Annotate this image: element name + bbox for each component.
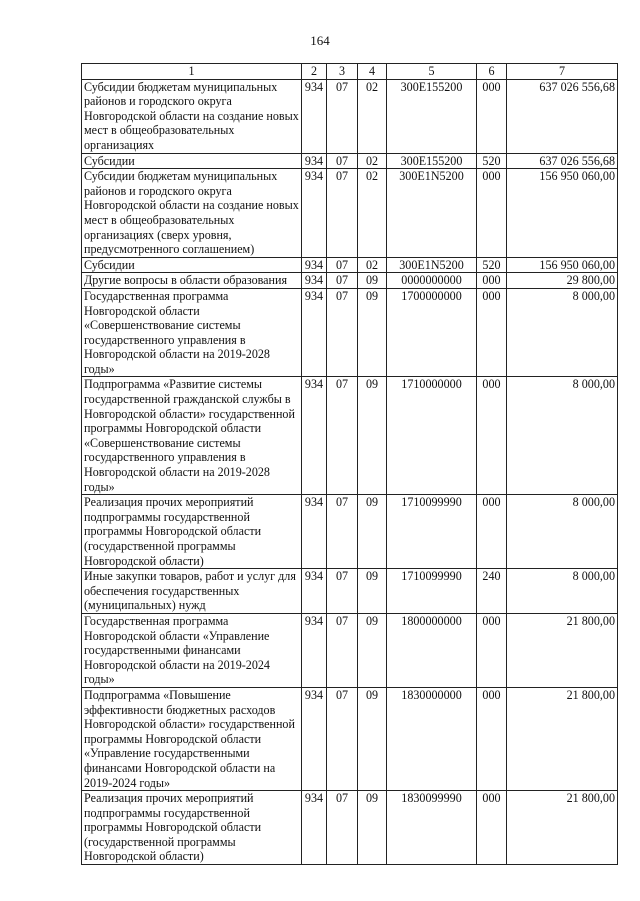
expense-type-cell: 000 bbox=[477, 288, 507, 377]
column-header: 6 bbox=[477, 64, 507, 80]
ministry-code-cell: 934 bbox=[302, 377, 327, 495]
section-code-cell: 07 bbox=[327, 495, 358, 569]
ministry-code-cell: 934 bbox=[302, 273, 327, 289]
section-code-cell: 07 bbox=[327, 791, 358, 865]
ministry-code-cell: 934 bbox=[302, 495, 327, 569]
amount-cell: 8 000,00 bbox=[507, 495, 618, 569]
section-code-cell: 07 bbox=[327, 273, 358, 289]
column-header: 1 bbox=[82, 64, 302, 80]
subsection-code-cell: 02 bbox=[358, 169, 387, 258]
column-header: 2 bbox=[302, 64, 327, 80]
section-code-cell: 07 bbox=[327, 377, 358, 495]
page-number: 164 bbox=[310, 33, 330, 48]
table-row bbox=[82, 791, 618, 865]
ministry-code-cell: 934 bbox=[302, 257, 327, 273]
ministry-code-cell: 934 bbox=[302, 569, 327, 614]
subsection-code-cell: 09 bbox=[358, 377, 387, 495]
row-name-cell: Подпрограмма «Повышение эффективности бюджетных расходов Новгородской области» государственной программы Новгородской области «Управление государственными финансами Новгородской области на 2019-2024 годы» bbox=[82, 687, 302, 790]
table-row bbox=[82, 273, 618, 289]
target-article-cell: 300E1N5200 bbox=[387, 257, 477, 273]
ministry-code-cell: 934 bbox=[302, 613, 327, 687]
amount-cell: 29 800,00 bbox=[507, 273, 618, 289]
expense-type-cell: 000 bbox=[477, 169, 507, 258]
target-article-cell: 1700000000 bbox=[387, 288, 477, 377]
ministry-code-cell: 934 bbox=[302, 153, 327, 169]
section-code-cell: 07 bbox=[327, 169, 358, 258]
table-row bbox=[82, 495, 618, 569]
expense-type-cell: 000 bbox=[477, 377, 507, 495]
table-row bbox=[82, 169, 618, 258]
expense-type-cell: 000 bbox=[477, 791, 507, 865]
amount-cell: 21 800,00 bbox=[507, 791, 618, 865]
ministry-code-cell: 934 bbox=[302, 169, 327, 258]
expense-type-cell: 240 bbox=[477, 569, 507, 614]
row-name-cell: Другие вопросы в области образования bbox=[82, 273, 302, 289]
row-name-cell: Субсидии bbox=[82, 153, 302, 169]
section-code-cell: 07 bbox=[327, 569, 358, 614]
expense-type-cell: 000 bbox=[477, 613, 507, 687]
amount-cell: 637 026 556,68 bbox=[507, 153, 618, 169]
column-header: 7 bbox=[507, 64, 618, 80]
target-article-cell: 300E1N5200 bbox=[387, 169, 477, 258]
row-name-cell: Субсидии bbox=[82, 257, 302, 273]
section-code-cell: 07 bbox=[327, 79, 358, 153]
target-article-cell: 0000000000 bbox=[387, 273, 477, 289]
subsection-code-cell: 02 bbox=[358, 153, 387, 169]
row-name-cell: Иные закупки товаров, работ и услуг для обеспечения государственных (муниципальных) нужд bbox=[82, 569, 302, 614]
expense-type-cell: 520 bbox=[477, 153, 507, 169]
subsection-code-cell: 02 bbox=[358, 79, 387, 153]
row-name-cell: Подпрограмма «Развитие системы государственной гражданской службы в Новгородской области» государственной программы Новгородской области «Совершенствование системы государственного управления в Новгородской области на 2019-2028 годы» bbox=[82, 377, 302, 495]
row-name-cell: Государственная программа Новгородской области «Управление государственными финансами Новгородской области на 2019-2024 годы» bbox=[82, 613, 302, 687]
amount-cell: 21 800,00 bbox=[507, 687, 618, 790]
row-name-cell: Субсидии бюджетам муниципальных районов и городского округа Новгородской области на создание новых мест в общеобразовательных организациях (сверх уровня, предусмотренного соглашением) bbox=[82, 169, 302, 258]
subsection-code-cell: 09 bbox=[358, 288, 387, 377]
amount-cell: 156 950 060,00 bbox=[507, 169, 618, 258]
expense-type-cell: 000 bbox=[477, 495, 507, 569]
ministry-code-cell: 934 bbox=[302, 79, 327, 153]
amount-cell: 156 950 060,00 bbox=[507, 257, 618, 273]
section-code-cell: 07 bbox=[327, 613, 358, 687]
expense-type-cell: 000 bbox=[477, 79, 507, 153]
row-name-cell: Реализация прочих мероприятий подпрограммы государственной программы Новгородской области (государственной программы Новгородской области) bbox=[82, 495, 302, 569]
table-header-row bbox=[82, 64, 618, 80]
table-row bbox=[82, 377, 618, 495]
target-article-cell: 300E155200 bbox=[387, 79, 477, 153]
ministry-code-cell: 934 bbox=[302, 288, 327, 377]
row-name-cell: Реализация прочих мероприятий подпрограммы государственной программы Новгородской области (государственной программы Новгородской области) bbox=[82, 791, 302, 865]
target-article-cell: 1800000000 bbox=[387, 613, 477, 687]
amount-cell: 637 026 556,68 bbox=[507, 79, 618, 153]
amount-cell: 8 000,00 bbox=[507, 569, 618, 614]
table-row bbox=[82, 288, 618, 377]
target-article-cell: 1710099990 bbox=[387, 569, 477, 614]
table-row bbox=[82, 613, 618, 687]
table-row bbox=[82, 79, 618, 153]
subsection-code-cell: 09 bbox=[358, 495, 387, 569]
row-name-cell: Субсидии бюджетам муниципальных районов и городского округа Новгородской области на создание новых мест в общеобразовательных организациях bbox=[82, 79, 302, 153]
row-name-cell: Государственная программа Новгородской области «Совершенствование системы государственного управления в Новгородской области на 2019-2028 годы» bbox=[82, 288, 302, 377]
column-header: 3 bbox=[327, 64, 358, 80]
subsection-code-cell: 09 bbox=[358, 273, 387, 289]
table-row bbox=[82, 569, 618, 614]
section-code-cell: 07 bbox=[327, 288, 358, 377]
amount-cell: 21 800,00 bbox=[507, 613, 618, 687]
subsection-code-cell: 09 bbox=[358, 687, 387, 790]
budget-table bbox=[81, 63, 618, 865]
amount-cell: 8 000,00 bbox=[507, 288, 618, 377]
subsection-code-cell: 02 bbox=[358, 257, 387, 273]
table-row bbox=[82, 257, 618, 273]
amount-cell: 8 000,00 bbox=[507, 377, 618, 495]
section-code-cell: 07 bbox=[327, 257, 358, 273]
target-article-cell: 1710000000 bbox=[387, 377, 477, 495]
ministry-code-cell: 934 bbox=[302, 791, 327, 865]
table-row bbox=[82, 687, 618, 790]
target-article-cell: 1830000000 bbox=[387, 687, 477, 790]
table-row bbox=[82, 153, 618, 169]
column-header: 4 bbox=[358, 64, 387, 80]
column-header: 5 bbox=[387, 64, 477, 80]
target-article-cell: 1830099990 bbox=[387, 791, 477, 865]
subsection-code-cell: 09 bbox=[358, 613, 387, 687]
subsection-code-cell: 09 bbox=[358, 791, 387, 865]
section-code-cell: 07 bbox=[327, 687, 358, 790]
expense-type-cell: 000 bbox=[477, 687, 507, 790]
subsection-code-cell: 09 bbox=[358, 569, 387, 614]
table-body bbox=[82, 79, 618, 864]
section-code-cell: 07 bbox=[327, 153, 358, 169]
expense-type-cell: 520 bbox=[477, 257, 507, 273]
target-article-cell: 1710099990 bbox=[387, 495, 477, 569]
ministry-code-cell: 934 bbox=[302, 687, 327, 790]
target-article-cell: 300E155200 bbox=[387, 153, 477, 169]
expense-type-cell: 000 bbox=[477, 273, 507, 289]
